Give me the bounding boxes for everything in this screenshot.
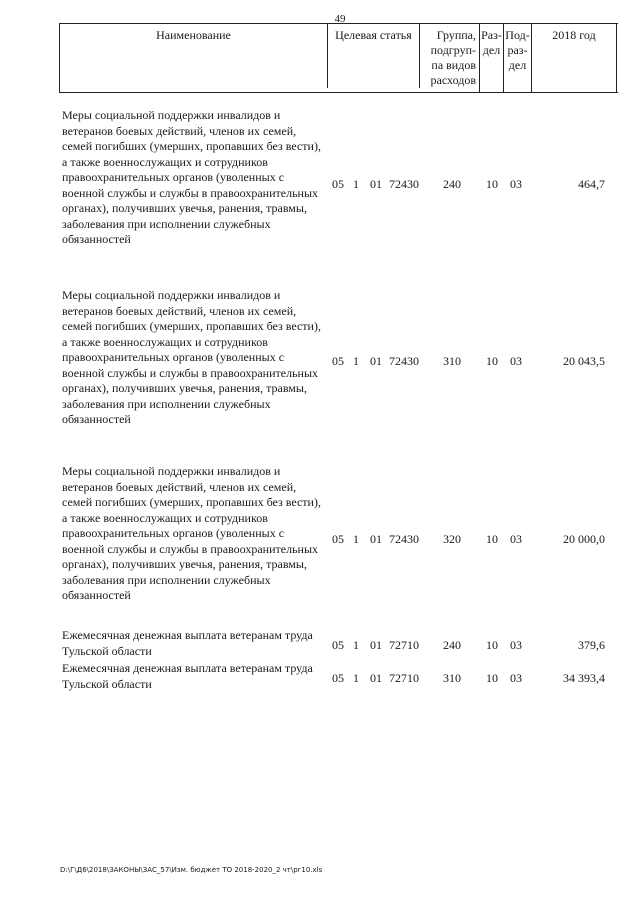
row-name: Меры социальной поддержки инвалидов и ветеранов боевых действий, членов их семей, семей погибших (умерших, пропавших без вести), а также военнослужащих и сотрудников правоохранительных органов (уволенных с военной службы и службы в правоохранительных органах), получивших увечья, ранения, травмы, заболевания при исполнении служебных обязанностей xyxy=(62,464,321,602)
amount: 464,7 xyxy=(578,177,605,191)
target-part-4: 72430 xyxy=(389,177,419,191)
subsection-code: 03 xyxy=(510,177,522,191)
target-part-2: 1 xyxy=(353,638,359,652)
target-part-3: 01 xyxy=(370,532,382,546)
header-group: Группа, подгруп- па видов расходов xyxy=(420,24,480,92)
target-part-1: 05 xyxy=(332,354,344,368)
target-part-2: 1 xyxy=(353,671,359,685)
header-subsection: Под- раз- дел xyxy=(504,24,532,92)
target-part-4: 72430 xyxy=(389,532,419,546)
group-code: 320 xyxy=(443,532,461,546)
header-year: 2018 год xyxy=(532,24,617,92)
subsection-code: 03 xyxy=(510,638,522,652)
section-code: 10 xyxy=(486,354,498,368)
target-part-3: 01 xyxy=(370,177,382,191)
target-part-3: 01 xyxy=(370,354,382,368)
target-part-2: 1 xyxy=(353,532,359,546)
target-part-3: 01 xyxy=(370,671,382,685)
target-part-1: 05 xyxy=(332,177,344,191)
row-name: Меры социальной поддержки инвалидов и ветеранов боевых действий, членов их семей, семей погибших (умерших, пропавших без вести), а также военнослужащих и сотрудников правоохранительных органов (уволенных с военной службы и службы в правоохранительных органах), получивших увечья, ранения, травмы, заболевания при исполнении служебных обязанностей xyxy=(62,288,321,426)
section-code: 10 xyxy=(486,532,498,546)
file-path-footer: D:\Г\Д6\2018\ЗАКОНЫ\ЗАС_57\Изм. бюджет ТО 2018-2020_2 чт\рг10.xls xyxy=(60,866,323,874)
target-part-3: 01 xyxy=(370,638,382,652)
section-code: 10 xyxy=(486,671,498,685)
target-part-1: 05 xyxy=(332,532,344,546)
target-part-1: 05 xyxy=(332,638,344,652)
target-part-2: 1 xyxy=(353,177,359,191)
group-code: 240 xyxy=(443,177,461,191)
group-code: 310 xyxy=(443,671,461,685)
row-name: Меры социальной поддержки инвалидов и ветеранов боевых действий, членов их семей, семей погибших (умерших, пропавших без вести), а также военнослужащих и сотрудников правоохранительных органов (уволенных с военной службы и службы в правоохранительных органах), получивших увечья, ранения, травмы, заболевания при исполнении служебных обязанностей xyxy=(62,108,321,246)
header-name: Наименование xyxy=(60,28,328,43)
group-code: 240 xyxy=(443,638,461,652)
section-code: 10 xyxy=(486,638,498,652)
target-part-4: 72430 xyxy=(389,354,419,368)
target-part-4: 72710 xyxy=(389,671,419,685)
amount: 20 043,5 xyxy=(563,354,605,368)
row-name: Ежемесячная денежная выплата ветеранам труда Тульской области xyxy=(62,628,313,658)
amount: 379,6 xyxy=(578,638,605,652)
header-target: Целевая статья xyxy=(327,24,420,88)
table-header xyxy=(59,23,618,93)
target-part-1: 05 xyxy=(332,671,344,685)
target-part-4: 72710 xyxy=(389,638,419,652)
row-name: Ежемесячная денежная выплата ветеранам труда Тульской области xyxy=(62,661,313,691)
subsection-code: 03 xyxy=(510,671,522,685)
amount: 34 393,4 xyxy=(563,671,605,685)
target-part-2: 1 xyxy=(353,354,359,368)
subsection-code: 03 xyxy=(510,354,522,368)
subsection-code: 03 xyxy=(510,532,522,546)
section-code: 10 xyxy=(486,177,498,191)
amount: 20 000,0 xyxy=(563,532,605,546)
group-code: 310 xyxy=(443,354,461,368)
page-number: 49 xyxy=(334,13,346,25)
header-section: Раз- дел xyxy=(480,24,504,92)
